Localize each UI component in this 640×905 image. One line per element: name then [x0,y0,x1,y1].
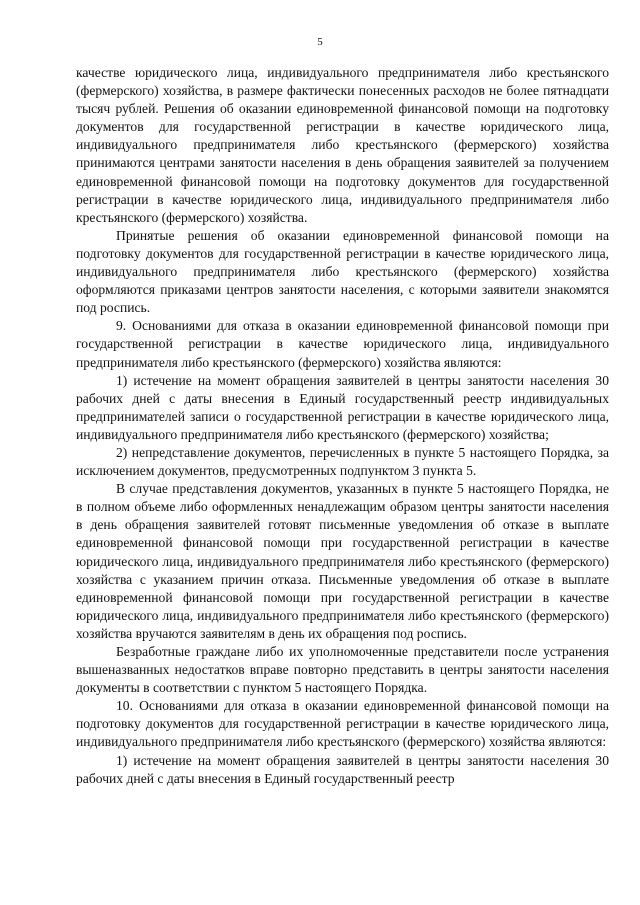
paragraph-clause-10: 10. Основаниями для отказа в оказании единовременной финансовой помощи на подготовку документов для государственной регистрации в качестве юридического лица, индивидуального предпринимателя либо крестьянского (фермерского) хозяйства являются: [76,698,609,750]
document-body [76,64,609,788]
page-number: 5 [317,36,323,48]
paragraph-continuation: качестве юридического лица, индивидуального предпринимателя либо крестьянского (фермерского) хозяйства, в размере фактически понесенных расходов не более пятнадцати тысяч рублей. Решения об оказании единовременной финансовой помощи на подготовку документов для государственной регистрации в качестве юридического лица, индивидуального предпринимателя либо крестьянского (фермерского) хозяйства принимаются центрами занятости населения в день обращения заявителей за получением единовременной финансовой помощи на подготовку документов для государственной регистрации в качестве юридического лица, индивидуального предпринимателя либо крестьянского (фермерского) хозяйства. [76,65,609,225]
paragraph-clause-9-item-2: 2) непредставление документов, перечисленных в пункте 5 настоящего Порядка, за исключением документов, предусмотренных подпунктом 3 пункта 5. [76,444,609,479]
paragraph-decisions-orders: Принятые решения об оказании единовременной финансовой помощи на подготовку документов для государственной регистрации в качестве юридического лица, индивидуального предпринимателя либо крестьянского (фермерского) хозяйства оформляются приказами центров занятости населения, с которыми заявители знакомятся под роспись. [76,227,609,316]
paragraph-clause-9: 9. Основаниями для отказа в оказании единовременной финансовой помощи при государственной регистрации в качестве юридического лица, индивидуального предпринимателя либо крестьянского (фермерского) хозяйства являются: [76,318,609,370]
paragraph-incomplete-documents: В случае представления документов, указанных в пункте 5 настоящего Порядка, не в полном объеме либо оформленных ненадлежащим образом центры занятости населения в день обращения заявителей готовят письменные уведомления об отказе в выплате единовременной финансовой помощи при государственной регистрации в качестве юридического лица, индивидуального предпринимателя либо крестьянского (фермерского) хозяйства с указанием причин отказа. Письменные уведомления об отказе в выплате единовременной финансовой помощи при государственной регистрации в качестве юридического лица, индивидуального предпринимателя либо крестьянского (фермерского) хозяйства вручаются заявителям в день их обращения под роспись. [76,481,609,641]
paragraph-resubmission: Безработные граждане либо их уполномоченные представители после устранения вышеназванных недостатков вправе повторно представить в центры занятости населения документы в соответствии с пунктом 5 настоящего Порядка. [76,644,609,696]
paragraph-clause-10-item-1: 1) истечение на момент обращения заявителей в центры занятости населения 30 рабочих дней с даты внесения в Единый государственный реестр [76,752,609,786]
paragraph-clause-9-item-1: 1) истечение на момент обращения заявителей в центры занятости населения 30 рабочих дней с даты внесения в Единый государственный реестр индивидуальных предпринимателей записи о государственной регистрации в качестве юридического лица, индивидуального предпринимателя либо крестьянского (фермерского) хозяйства; [76,372,609,442]
